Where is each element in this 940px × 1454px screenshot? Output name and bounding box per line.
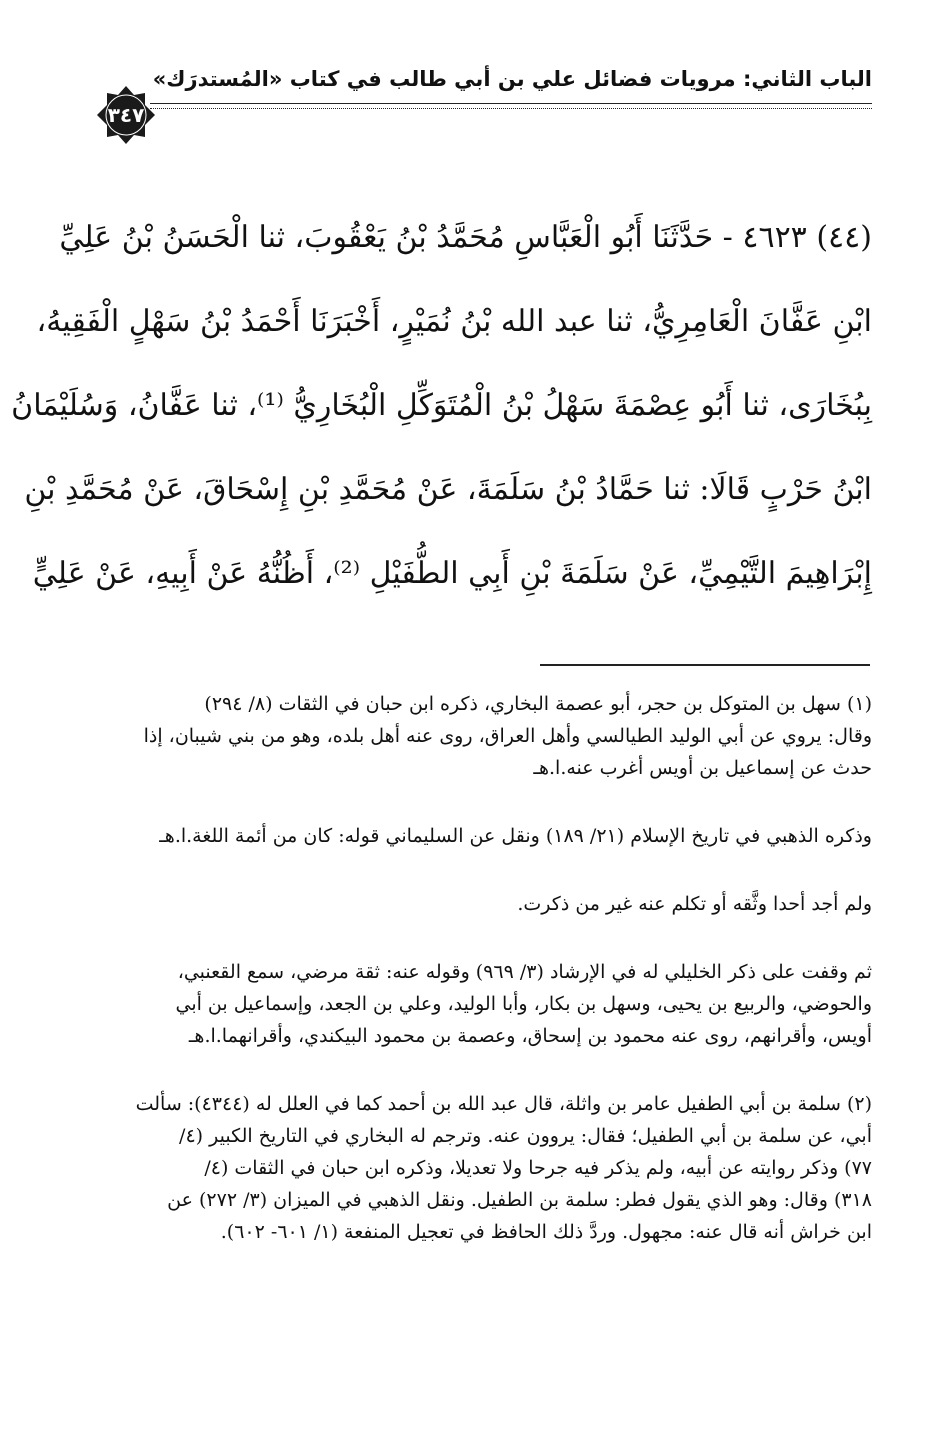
footnote-line: أبي، عن سلمة بن أبي الطفيل؛ فقال: يروون عنه. وترجم له البخاري في التاريخ الكبير (٤/: [179, 1125, 872, 1147]
footnotes: [84, 688, 872, 1270]
footnote-line: وذكره الذهبي في تاريخ الإسلام (٢١/ ١٨٩) ونقل عن السليماني قوله: كان من أئمة اللغة.ا.هـ: [159, 825, 872, 847]
footnote-1: [84, 688, 872, 784]
footnote-line: والحوضي، والربيع بن يحيى، وسهل بن بكار، وأبا الوليد، وعلي بن الجعد، وإسماعيل بن أبي: [175, 993, 872, 1015]
hadith-text: [11, 203, 872, 623]
footnote-line: (٢) سلمة بن أبي الطفيل عامر بن واثلة، قال عبد الله بن أحمد كما في العلل له (٤٣٤٤): سألت: [135, 1093, 872, 1115]
footnote-line: ولم أجد أحدا وثَّقه أو تكلم عنه غير من ذكرت.: [517, 893, 872, 915]
running-header: [100, 62, 872, 102]
hadith-line: إِبْرَاهِيمَ التَّيْمِيِّ، عَنْ سَلَمَةَ بْنِ أَبِي الطُّفَيْلِ ⁽²⁾، أَظُنُّهُ عَنْ أَبِيهِ، عَنْ عَلِيٍّ: [32, 556, 872, 591]
footnote-1-khalili: [84, 956, 872, 1052]
footnote-1-note: [84, 888, 872, 920]
hadith-line: ابْنُ حَرْبٍ قَالَا: ثنا حَمَّادُ بْنُ سَلَمَةَ، عَنْ مُحَمَّدِ بْنِ إِسْحَاقَ، عَنْ مُحَمَّدِ بْنِ: [24, 472, 872, 507]
page-number: ٣٤٧: [107, 103, 145, 127]
footnote-line: ثم وقفت على ذكر الخليلي له في الإرشاد (٣/ ٩٦٩) وقوله عنه: ثقة مرضي، سمع القعنبي،: [177, 961, 872, 983]
footnote-line: (١) سهل بن المتوكل بن حجر، أبو عصمة البخاري، ذكره ابن حبان في الثقات (٨/ ٢٩٤): [204, 693, 872, 715]
page-number-badge: [95, 84, 157, 146]
footnote-line: حدث عن إسماعيل بن أويس أغرب عنه.ا.هـ: [533, 757, 872, 779]
footnote-line: أويس، وأقرانهم، روى عنه محمود بن إسحاق، وعصمة بن محمود البيكندي، وأقرانهما.ا.هـ: [188, 1025, 872, 1047]
hadith-line: (٤٤) ٤٦٢٣ - حَدَّثَنَا أَبُو الْعَبَّاسِ مُحَمَّدُ بْنُ يَعْقُوبَ، ثنا الْحَسَنُ بْنُ عَلِيِّ: [59, 220, 872, 255]
footnote-separator: [540, 664, 870, 666]
footnote-2: [84, 1088, 872, 1248]
hadith-line: ابْنِ عَفَّانَ الْعَامِرِيُّ، ثنا عبد الله بْنُ نُمَيْرٍ، أَخْبَرَنَا أَحْمَدُ بْنُ سَهْلٍ الْفَقِيهُ،: [36, 304, 872, 339]
footnote-line: ٧٧) وذكر روايته عن أبيه، ولم يذكر فيه جرحا ولا تعديلا، وذكره ابن حبان في الثقات (٤/: [204, 1157, 872, 1179]
footnote-line: ابن خراش أنه قال عنه: مجهول. وردَّ ذلك الحافظ في تعجيل المنفعة (١/ ٦٠١- ٦٠٢).: [220, 1221, 872, 1243]
footnote-line: ٣١٨) وقال: وهو الذي يقول فطر: سلمة بن الطفيل. ونقل الذهبي في الميزان (٣/ ٢٧٢) عن: [167, 1189, 872, 1211]
footnote-1-dhahabi: [84, 820, 872, 852]
header-rule: [150, 103, 872, 109]
hadith-line: بِبُخَارَى، ثنا أَبُو عِصْمَةَ سَهْلُ بْنُ الْمُتَوَكِّلِ الْبُخَارِيُّ ⁽¹⁾، ثنا عَفَّانُ، وَسُلَيْمَانُ: [11, 388, 872, 423]
chapter-title: الباب الثاني: مرويات فضائل علي بن أبي طالب في كتاب «المُستدرَك»: [152, 67, 872, 91]
footnote-line: وقال: يروي عن أبي الوليد الطيالسي وأهل العراق، روى عنه أهل بلده، وهو من بني شيبان، إذا: [143, 725, 872, 747]
